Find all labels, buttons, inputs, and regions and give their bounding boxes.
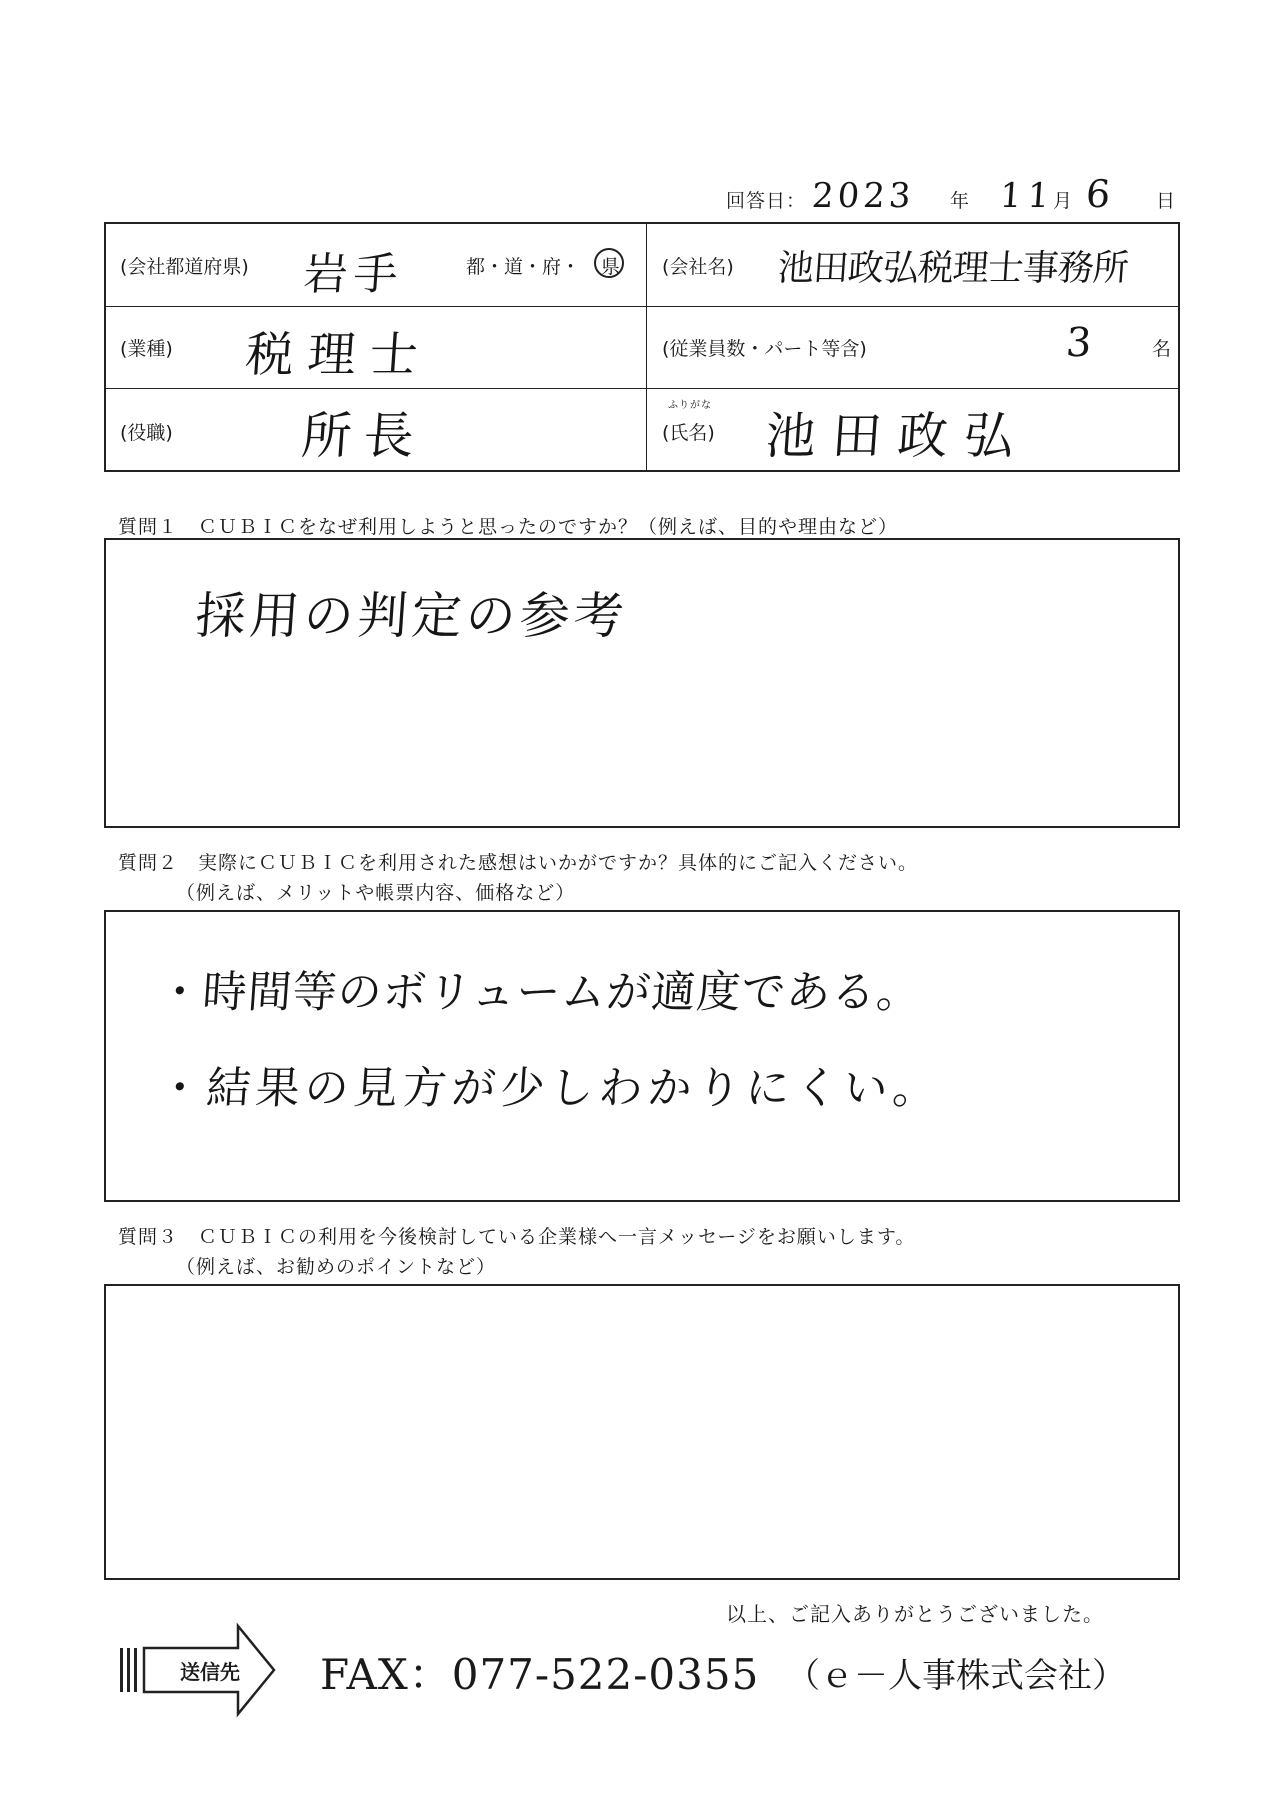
answer-date-day: 6 [1084,172,1112,216]
company-info-table [104,222,1180,472]
prefecture-selected: 県 [601,256,621,278]
name-value: 池田政弘 [763,407,1032,465]
q1-answer: 採用の判定の参考 [193,587,630,645]
answer-date [726,186,806,213]
send-to-label: 送信先 [180,1660,240,1684]
q3-title: 質問３ ＣＵＢＩＣの利用を今後検討している企業様へ一言メッセージをお願いします。 [118,1226,916,1248]
fax-company: （ｅ－人事株式会社） [786,1656,1126,1696]
fax-number: FAX：077-522-0355 [320,1650,760,1699]
employees-unit: 名 [1152,338,1172,360]
industry-label: (業種) [120,338,173,360]
company-label: (会社名) [662,256,734,278]
q3-answer-box[interactable] [104,1284,1180,1580]
employees-value: 3 [1064,320,1094,366]
q2-title: 質問２ 実際にＣＵＢＩＣを利用された感想はいかがですか？具体的にご記入ください。 [118,852,919,874]
position-label: (役職) [120,422,173,444]
q2-answer-box[interactable] [104,910,1180,1202]
position-value: 所長 [299,407,428,465]
name-furigana: ふりがな [668,400,712,411]
q1-title: 質問１ ＣＵＢＩＣをなぜ利用しようと思ったのですか？（例えば、目的や理由など） [118,516,899,538]
table-divider [106,306,1178,307]
q1-answer-box[interactable] [104,538,1180,828]
q3-hint: （例えば、お勧めのポイントなど） [176,1256,497,1278]
q2-hint: （例えば、メリットや帳票内容、価格など） [176,882,576,904]
employees-label: (従業員数・パート等含) [662,338,867,360]
answer-date-year-unit: 年 [950,190,971,212]
table-divider [646,224,647,470]
closing-message: 以上、ご記入ありがとうございました。 [726,1602,1104,1626]
prefecture-suffix: 都・道・府・ [466,256,581,278]
answer-date-label: 回答日： [726,190,807,212]
company-value: 池田政弘税理士事務所 [776,248,1130,289]
answer-date-year: 2023 [810,176,916,216]
answer-date-day-unit: 日 [1156,190,1177,212]
name-label: (氏名) [662,422,715,444]
prefecture-value: 岩手 [301,249,406,300]
answer-date-month-unit: 月 [1053,190,1074,212]
q2-answer-line2: ・結果の見方が少しわかりにくい。 [155,1063,944,1114]
industry-value: 税理士 [243,327,434,383]
answer-date-month: 11 [998,176,1057,216]
table-divider [106,388,1178,389]
q2-answer-line1: ・時間等のボリュームが適度である。 [155,967,924,1018]
prefecture-label: (会社都道府県) [120,256,249,278]
